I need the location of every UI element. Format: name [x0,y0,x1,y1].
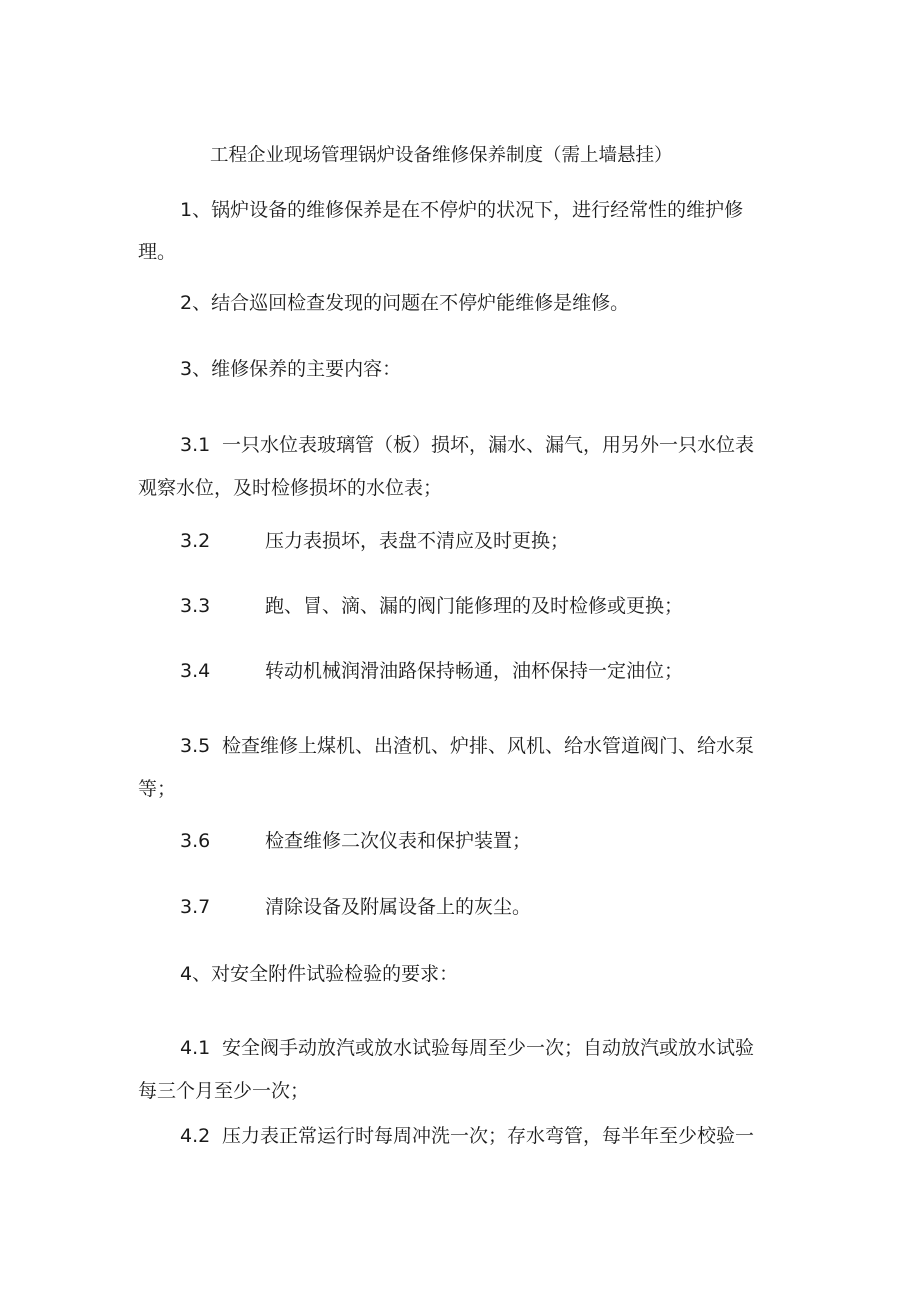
item-3-4-text: 转动机械润滑油路保持畅通，油杯保持一定油位； [265,660,684,682]
item-4-1-line-1: 安全阀手动放汽或放水试验每周至少一次；自动放汽或放水试验 [222,1037,755,1059]
item-4-1-line-2: 每三个月至少一次； [138,1080,310,1102]
item-3-5-line-1: 检查维修上煤机、出渣机、炉排、风机、给水管道阀门、给水泵 [222,735,755,757]
item-3-7-text: 清除设备及附属设备上的灰尘。 [265,896,532,918]
item-3-3-number: 3.3 [180,595,211,617]
item-3-5-number: 3.5 [180,735,211,757]
paragraph-3-heading: 3、维修保养的主要内容： [180,358,402,380]
item-3-1-line-2: 观察水位，及时检修损坏的水位表； [138,477,443,499]
item-3-2-text: 压力表损坏，表盘不清应及时更换； [265,530,570,552]
item-3-1-number: 3.1 [180,434,211,456]
item-3-1-line-1: 一只水位表玻璃管（板）损坏，漏水、漏气，用另外一只水位表 [222,434,755,456]
item-3-6-text: 检查维修二次仪表和保护装置； [265,830,532,852]
paragraph-1-line-2: 理。 [138,241,177,263]
paragraph-1-line-1: 1、锅炉设备的维修保养是在不停炉的状况下，进行经常性的维护修 [180,199,744,221]
item-4-2-line-1: 压力表正常运行时每周冲洗一次；存水弯管，每半年至少校验一 [222,1125,755,1147]
item-3-4-number: 3.4 [180,660,211,682]
paragraph-2: 2、结合巡回检查发现的问题在不停炉能维修是维修。 [180,292,630,314]
paragraph-4-heading: 4、对安全附件试验检验的要求： [180,963,459,985]
item-3-2-number: 3.2 [180,530,211,552]
item-3-3-text: 跑、冒、滴、漏的阀门能修理的及时检修或更换； [265,595,684,617]
item-4-2-number: 4.2 [180,1125,211,1147]
document-title: 工程企业现场管理锅炉设备维修保养制度（需上墙悬挂） [210,145,673,166]
item-3-6-number: 3.6 [180,830,211,852]
item-3-5-line-2: 等； [138,778,177,800]
item-4-1-number: 4.1 [180,1037,211,1059]
item-3-7-number: 3.7 [180,896,211,918]
